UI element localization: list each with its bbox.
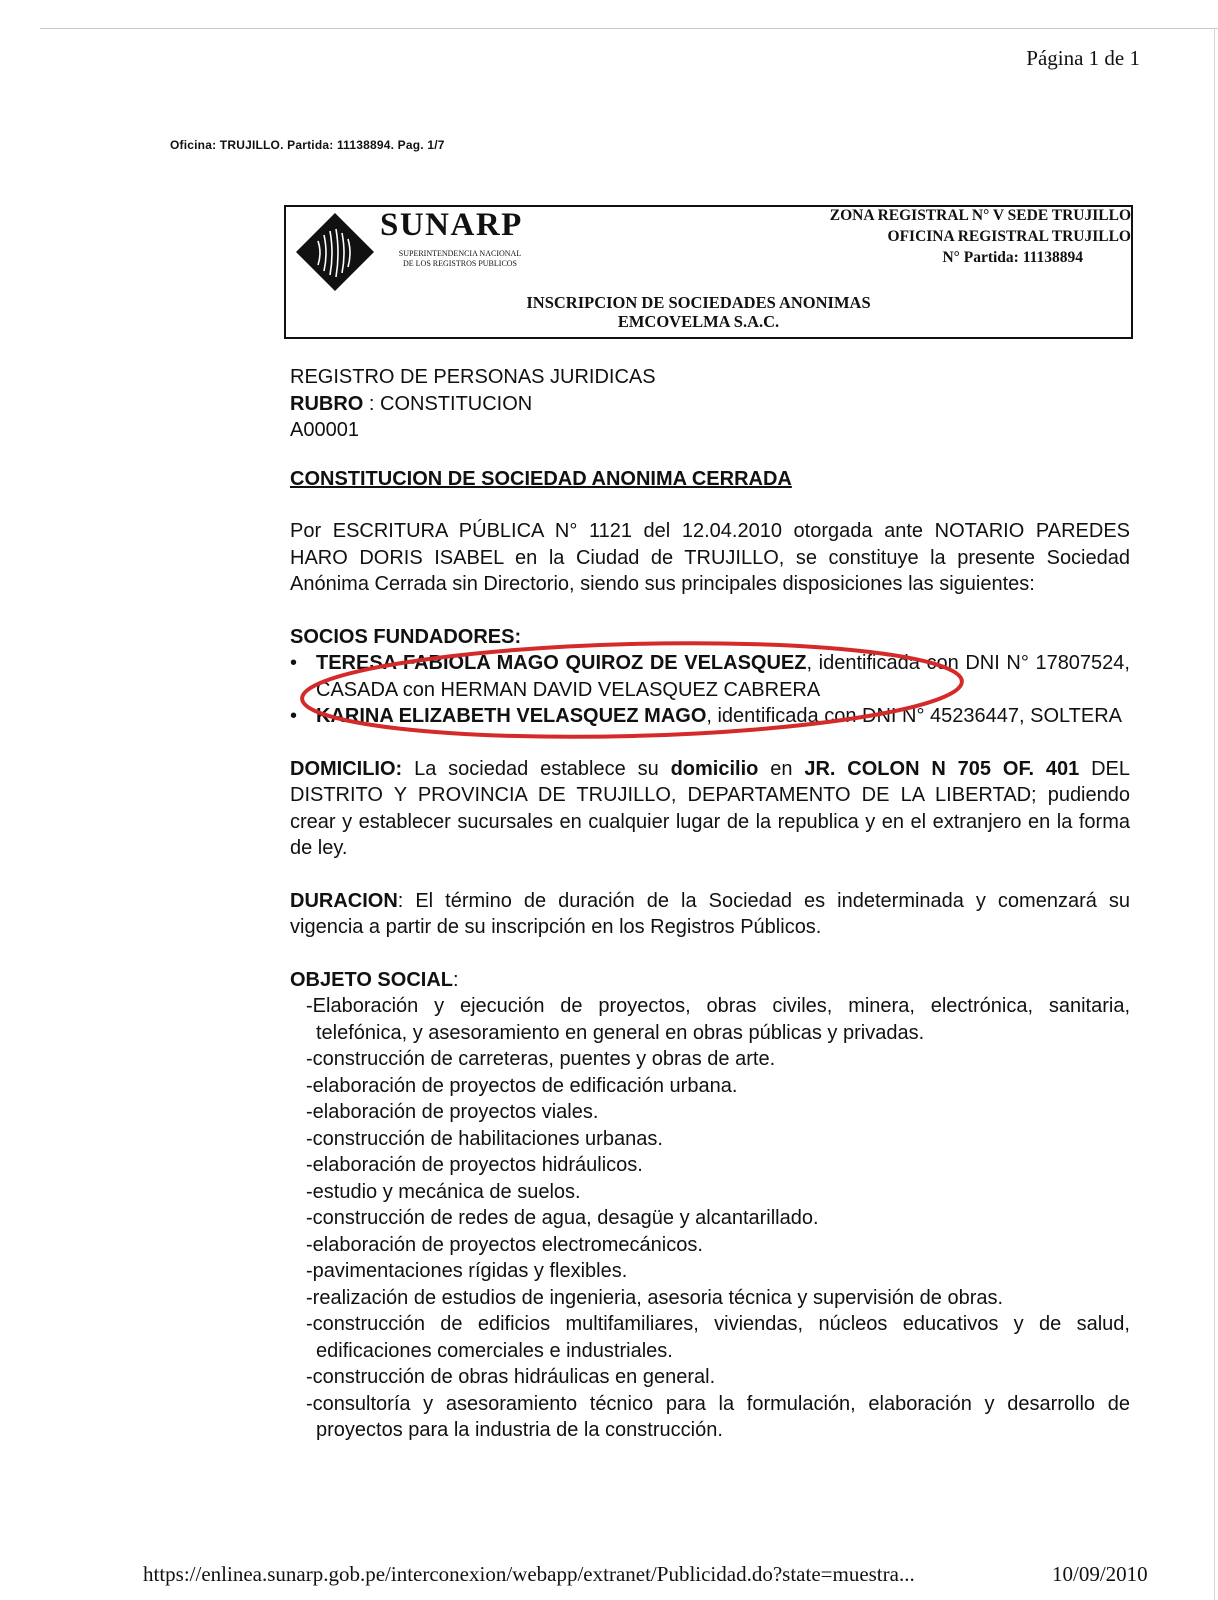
intro-text-2: , se constituye la presente Sociedad Anónima Cerrada sin Directorio, siendo sus principales disposiciones las siguientes:	[290, 546, 1130, 595]
domicilio-text-3: DEL DISTRITO Y PROVINCIA DE TRUJILLO, DEPARTAMENTO DE LA LIBERTAD; pudiendo crear y establecer sucursales en cualquier lugar de la republica y en el extranjero en la forma de ley.	[290, 757, 1131, 859]
entry-code: A00001	[290, 419, 359, 441]
footer-url: https://enlinea.sunarp.gob.pe/interconexion/webapp/extranet/Publicidad.do?state=muestra...	[143, 1562, 915, 1586]
logo-subtitle-line-2: DE LOS REGISTROS PUBLICOS	[402, 259, 517, 268]
domicilio-address: JR. COLON N 705 OF. 401	[804, 757, 1080, 780]
zone-line: ZONA REGISTRAL N° V SEDE TRUJILLO	[829, 207, 1131, 224]
company-name: EMCOVELMA S.A.C.	[617, 312, 780, 331]
zone-block	[830, 205, 1131, 268]
objeto-colon: :	[453, 968, 459, 991]
duracion-text: : El término de duración de la Sociedad es indeterminada y comenzará su vigencia a partir de su inscripción en los Registros Públicos.	[290, 889, 1130, 938]
list-item: -construcción de obras hidráulicas en general.	[306, 1366, 716, 1388]
list-item: -construcción de edificios multifamiliares, viviendas, núcleos educativos y de salud, edificaciones comerciales e industriales.	[306, 1313, 1130, 1362]
domicilio-paragraph	[290, 756, 1130, 862]
logo-subtitle-line-1: SUPERINTENDENCIA NACIONAL	[398, 249, 522, 258]
list-item: -Elaboración y ejecución de proyectos, obras civiles, minera, electrónica, sanitaria, telefónica, y asesoramiento en general en obras públicas y privadas.	[306, 995, 1130, 1044]
objeto-label: OBJETO SOCIAL	[290, 968, 453, 991]
domicilio-bold-1: domicilio	[670, 757, 759, 780]
office-line: OFICINA REGISTRAL TRUJILLO	[887, 228, 1131, 245]
objeto-heading	[290, 967, 1130, 994]
list-item: -estudio y mecánica de suelos.	[306, 1180, 581, 1203]
list-item: -consultoría y asesoramiento técnico para la formulación, elaboración y desarrollo de proyectos para la industria de la construcción.	[306, 1392, 1130, 1441]
document-body	[290, 364, 1130, 1444]
registry-header-box	[284, 205, 1133, 339]
domicilio-label: DOMICILIO:	[290, 757, 403, 780]
scan-right-edge	[1214, 28, 1215, 1600]
inscription-type: INSCRIPCION DE SOCIEDADES ANONIMAS	[526, 293, 871, 312]
list-item: -realización de estudios de ingenieria, asesoria técnica y supervisión de obras.	[306, 1286, 1004, 1309]
list-item: -pavimentaciones rígidas y flexibles.	[306, 1260, 628, 1282]
sunarp-logo-icon	[294, 211, 376, 293]
footer-date: 10/09/2010	[1052, 1562, 1148, 1586]
list-item: -construcción de habilitaciones urbanas.	[306, 1127, 663, 1150]
section-title: CONSTITUCION DE SOCIEDAD ANONIMA CERRADA	[290, 467, 792, 490]
intro-city: TRUJILLO	[684, 546, 779, 569]
intro-text-1: Por ESCRITURA PÚBLICA N° 1121 del 12.04.2010 otorgada ante NOTARIO PAREDES HARO DORIS ISABEL en la Ciudad de	[290, 520, 1130, 569]
list-item: -elaboración de proyectos hidráulicos.	[306, 1154, 643, 1176]
socio-name: TERESA FABIOLA MAGO QUIROZ DE VELASQUEZ	[316, 652, 807, 674]
list-item: -construcción de carreteras, puentes y obras de arte.	[306, 1048, 776, 1070]
domicilio-text-2: en	[758, 757, 805, 780]
socio-name: KARINA ELIZABETH VELASQUEZ MAGO	[316, 705, 707, 727]
rubro-line	[290, 391, 1130, 418]
rubro-value: : CONSTITUCION	[363, 392, 533, 415]
socios-list	[290, 650, 1130, 730]
duracion-label: DURACION	[290, 889, 398, 912]
logo-wordmark: SUNARP	[380, 207, 523, 243]
inscription-block	[286, 293, 1131, 331]
registry-line: REGISTRO DE PERSONAS JURIDICAS	[290, 366, 656, 388]
list-item: -elaboración de proyectos de edificación urbana.	[306, 1074, 738, 1097]
list-item	[290, 703, 1130, 730]
page-count: Página 1 de 1	[1026, 46, 1140, 70]
list-item: -elaboración de proyectos electromecánicos.	[306, 1233, 703, 1256]
rubro-label: RUBRO	[290, 392, 364, 415]
partida-line: N° Partida: 11138894	[942, 249, 1083, 266]
logo-subtitle	[380, 249, 540, 269]
scan-top-edge	[40, 28, 1218, 29]
duracion-paragraph	[290, 888, 1130, 941]
domicilio-text-1: La sociedad establece su	[402, 757, 671, 780]
socios-label: SOCIOS FUNDADORES:	[290, 625, 522, 648]
list-item: -construcción de redes de agua, desagüe y alcantarillado.	[306, 1207, 819, 1229]
list-item: -elaboración de proyectos viales.	[306, 1101, 599, 1123]
list-item	[290, 650, 1130, 703]
office-reference: Oficina: TRUJILLO. Partida: 11138894. Pag. 1/7	[170, 138, 445, 152]
socio-detail: , identificada con DNI N° 17807524, CASADA con HERMAN DAVID VELASQUEZ CABRERA	[316, 652, 1130, 701]
objeto-list	[290, 993, 1130, 1444]
socio-detail: , identificada con DNI N° 45236447, SOLTERA	[706, 705, 1122, 727]
intro-paragraph	[290, 518, 1130, 598]
